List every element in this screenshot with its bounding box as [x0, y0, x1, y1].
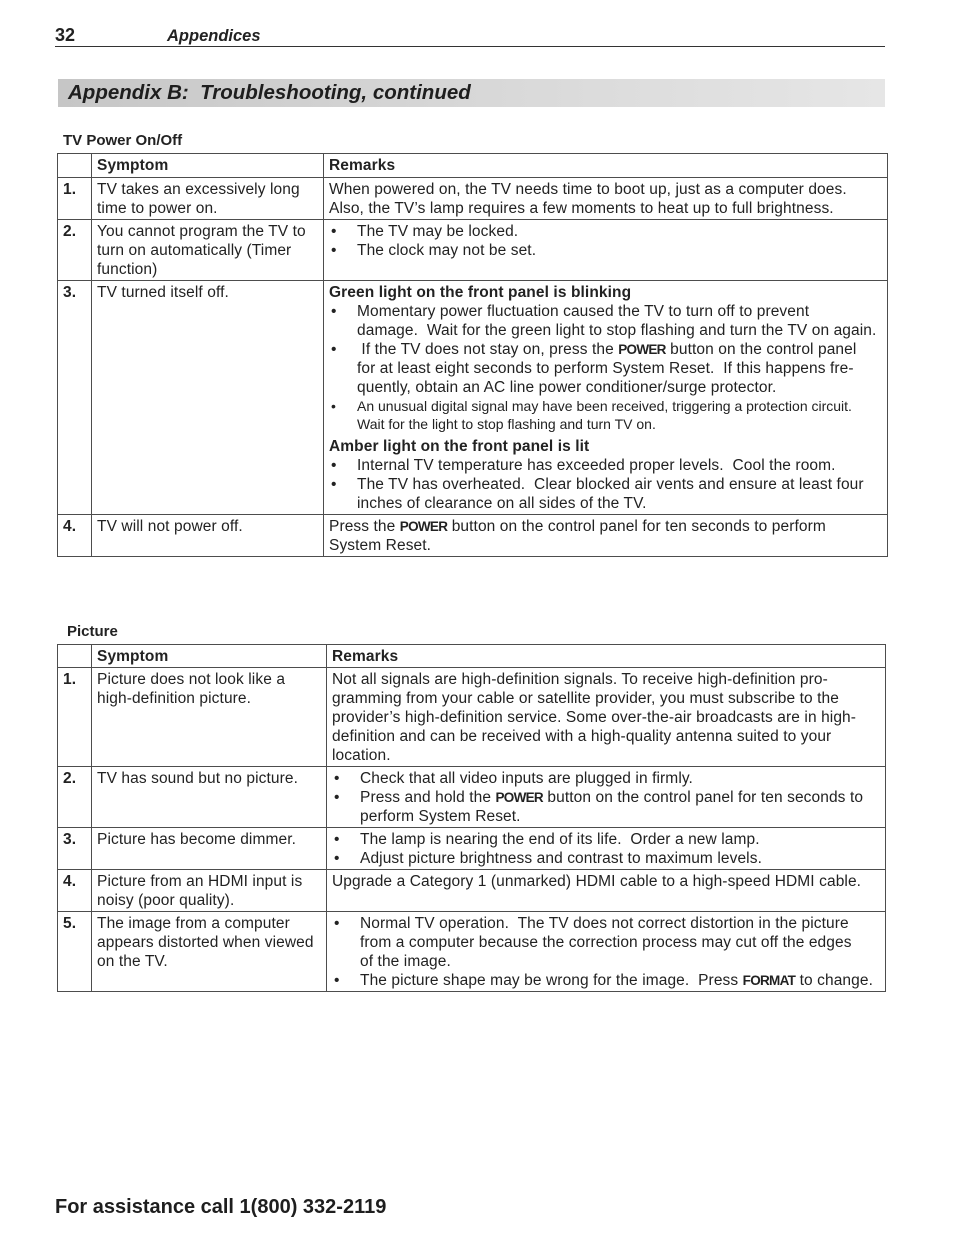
picture-heading: Picture: [67, 623, 118, 640]
table-row: [58, 515, 888, 557]
remarks-cell: [327, 767, 886, 828]
bullet-text: Press and hold the: [360, 789, 496, 806]
remarks-column-header: Remarks: [327, 645, 886, 668]
section-name: Appendices: [167, 27, 261, 45]
format-key-label: FORMAT: [742, 973, 796, 988]
tv-power-heading: TV Power On/Off: [63, 132, 183, 149]
remarks-cell: [324, 281, 888, 515]
remarks-cell: [327, 828, 886, 870]
bullet-item: [329, 340, 881, 397]
remarks-cell: When powered on, the TV needs time to boot up, just as a computer does. Also, the TV’s lamp requires a few moments to heat up to full brightness.: [324, 178, 888, 220]
row-number: 2.: [58, 220, 92, 281]
table-header-row: [58, 645, 886, 668]
row-number: 4.: [58, 870, 92, 912]
remarks-text: [329, 517, 881, 555]
bullet-item: • Normal TV operation. The TV does not correct distortion in the picture from a computer because the correction process may cut off the edges of the image.: [332, 914, 879, 971]
picture-table: [57, 644, 886, 992]
bullet-item: [332, 788, 879, 826]
remarks-text-part: Press the: [329, 518, 400, 535]
bullet-item: • The TV may be locked.: [329, 222, 881, 241]
symptom-cell: TV has sound but no picture.: [92, 767, 327, 828]
remarks-cell: Not all signals are high-definition signals. To receive high-definition pro- gramming from your cable or satellite provider, you must subscribe to the provider’s high-definition service. Some over-the-air broadcasts are in high-definition and can be received with a high-quality antenna suited to your location.: [327, 668, 886, 767]
power-key-label: POWER: [618, 342, 666, 357]
power-key-label: POWER: [495, 790, 543, 805]
number-column-header: [58, 154, 92, 178]
row-number: 3.: [58, 828, 92, 870]
table-row: [58, 870, 886, 912]
row-number: 4.: [58, 515, 92, 557]
remarks-column-header: Remarks: [324, 154, 888, 178]
bullet-item: • Check that all video inputs are plugged in firmly.: [332, 769, 879, 788]
bullet-item: • An unusual digital signal may have been received, triggering a protection circuit. Wait for the light to stop flashing and turn TV on.: [329, 397, 881, 433]
table-row: [58, 220, 888, 281]
table-row: [58, 668, 886, 767]
power-key-label: POWER: [399, 519, 448, 534]
table-row: [58, 281, 888, 515]
bullet-text: to change.: [795, 972, 874, 989]
table-header-row: [58, 154, 888, 178]
remarks-text-part: button on the control panel for ten seconds to perform System Reset.: [329, 518, 826, 554]
page-title: Appendix B: Troubleshooting, continued: [68, 81, 471, 104]
bullet-text: The picture shape may be wrong for the image. Press: [360, 972, 743, 989]
assistance-footer: For assistance call 1(800) 332-2119: [55, 1196, 387, 1218]
bullet-item: • The clock may not be set.: [329, 241, 881, 260]
number-column-header: [58, 645, 92, 668]
header-rule: [55, 46, 885, 47]
row-number: 2.: [58, 767, 92, 828]
symptom-cell: You cannot program the TV to turn on automatically (Timer function): [92, 220, 324, 281]
bullet-item: • The lamp is nearing the end of its life. Order a new lamp.: [332, 830, 879, 849]
symptom-column-header: Symptom: [92, 154, 324, 178]
bullet-text: button on the control panel for ten seconds to perform System Reset.: [360, 789, 864, 825]
title-bar: [58, 79, 885, 107]
bullet-item: [332, 971, 879, 990]
row-number: 1.: [58, 178, 92, 220]
table-row: [58, 912, 886, 992]
tv-power-table: [57, 153, 888, 557]
symptom-cell: The image from a computer appears distorted when viewed on the TV.: [92, 912, 327, 992]
row-number: 5.: [58, 912, 92, 992]
bullet-item: • Internal TV temperature has exceeded proper levels. Cool the room.: [329, 456, 881, 475]
symptom-cell: Picture does not look like a high-definition picture.: [92, 668, 327, 767]
page-number: 32: [55, 25, 76, 45]
row-number: 3.: [58, 281, 92, 515]
bullet-item: • The TV has overheated. Clear blocked air vents and ensure at least four inches of clearance on all sides of the TV.: [329, 475, 881, 513]
remarks-cell: Upgrade a Category 1 (unmarked) HDMI cable to a high-speed HDMI cable.: [327, 870, 886, 912]
remarks-cell: [324, 515, 888, 557]
symptom-cell: Picture has become dimmer.: [92, 828, 327, 870]
row-number: 1.: [58, 668, 92, 767]
bullet-item: • Adjust picture brightness and contrast to maximum levels.: [332, 849, 879, 868]
symptom-column-header: Symptom: [92, 645, 327, 668]
remarks-cell: [327, 912, 886, 992]
bullet-text: button on the control panel for at least eight seconds to perform System Reset. If this happens fre- quently, obtain an AC line power conditioner/surge protector.: [357, 341, 857, 396]
table-row: [58, 828, 886, 870]
table-row: [58, 178, 888, 220]
symptom-cell: TV will not power off.: [92, 515, 324, 557]
bullet-item: • Momentary power fluctuation caused the TV to turn off to prevent damage. Wait for the green light to stop flashing and turn the TV on again.: [329, 302, 881, 340]
symptom-cell: Picture from an HDMI input is noisy (poor quality).: [92, 870, 327, 912]
remarks-cell: [324, 220, 888, 281]
symptom-cell: TV turned itself off.: [92, 281, 324, 515]
green-light-heading: Green light on the front panel is blinking: [329, 284, 632, 301]
symptom-cell: TV takes an excessively long time to power on.: [92, 178, 324, 220]
bullet-text: If the TV does not stay on, press the: [357, 341, 619, 358]
amber-light-heading: Amber light on the front panel is lit: [329, 438, 590, 455]
table-row: [58, 767, 886, 828]
